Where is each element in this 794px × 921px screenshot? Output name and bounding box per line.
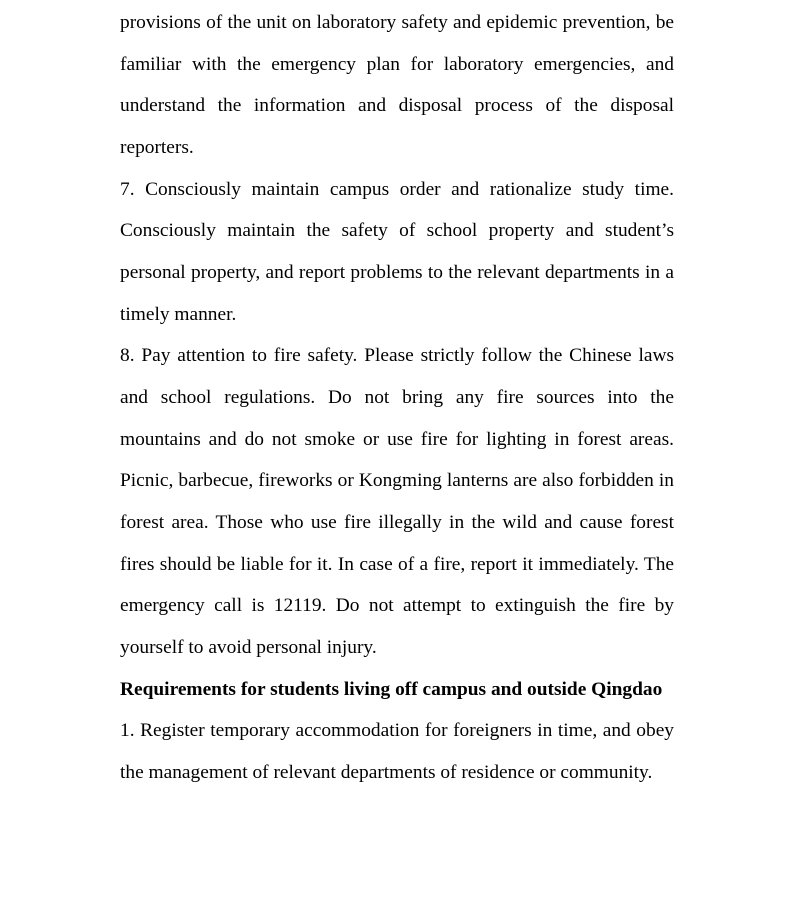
paragraph-lab-safety: provisions of the unit on laboratory safety and epidemic prevention, be familiar with the emergency plan for laboratory emergencies, and understand the information and disposal process of the disposal reporters. — [120, 12, 674, 158]
paragraph-item-8: 8. Pay attention to fire safety. Please strictly follow the Chinese laws and school regulations. Do not bring any fire sources into the mountains and do not smoke or use fire for lighting in forest areas. Picnic, barbecue, fireworks or Kongming lanterns are also forbidden in forest area. Those who use fire illegally in the wild and cause forest fires should be liable for it. In case of a fire, report it immediately. The emergency call is 12119. Do not attempt to extinguish the fire by yourself to avoid personal injury. — [120, 345, 674, 658]
section-heading: Requirements for students living off campus and outside Qingdao — [120, 678, 663, 700]
document-page — [120, 2, 674, 793]
paragraph-item-1: 1. Register temporary accommodation for foreigners in time, and obey the management of relevant departments of residence or community. — [120, 720, 674, 783]
paragraph-item-7: 7. Consciously maintain campus order and rationalize study time. Consciously maintain the safety of school property and student’s personal property, and report problems to the relevant departments in a timely manner. — [120, 178, 674, 325]
